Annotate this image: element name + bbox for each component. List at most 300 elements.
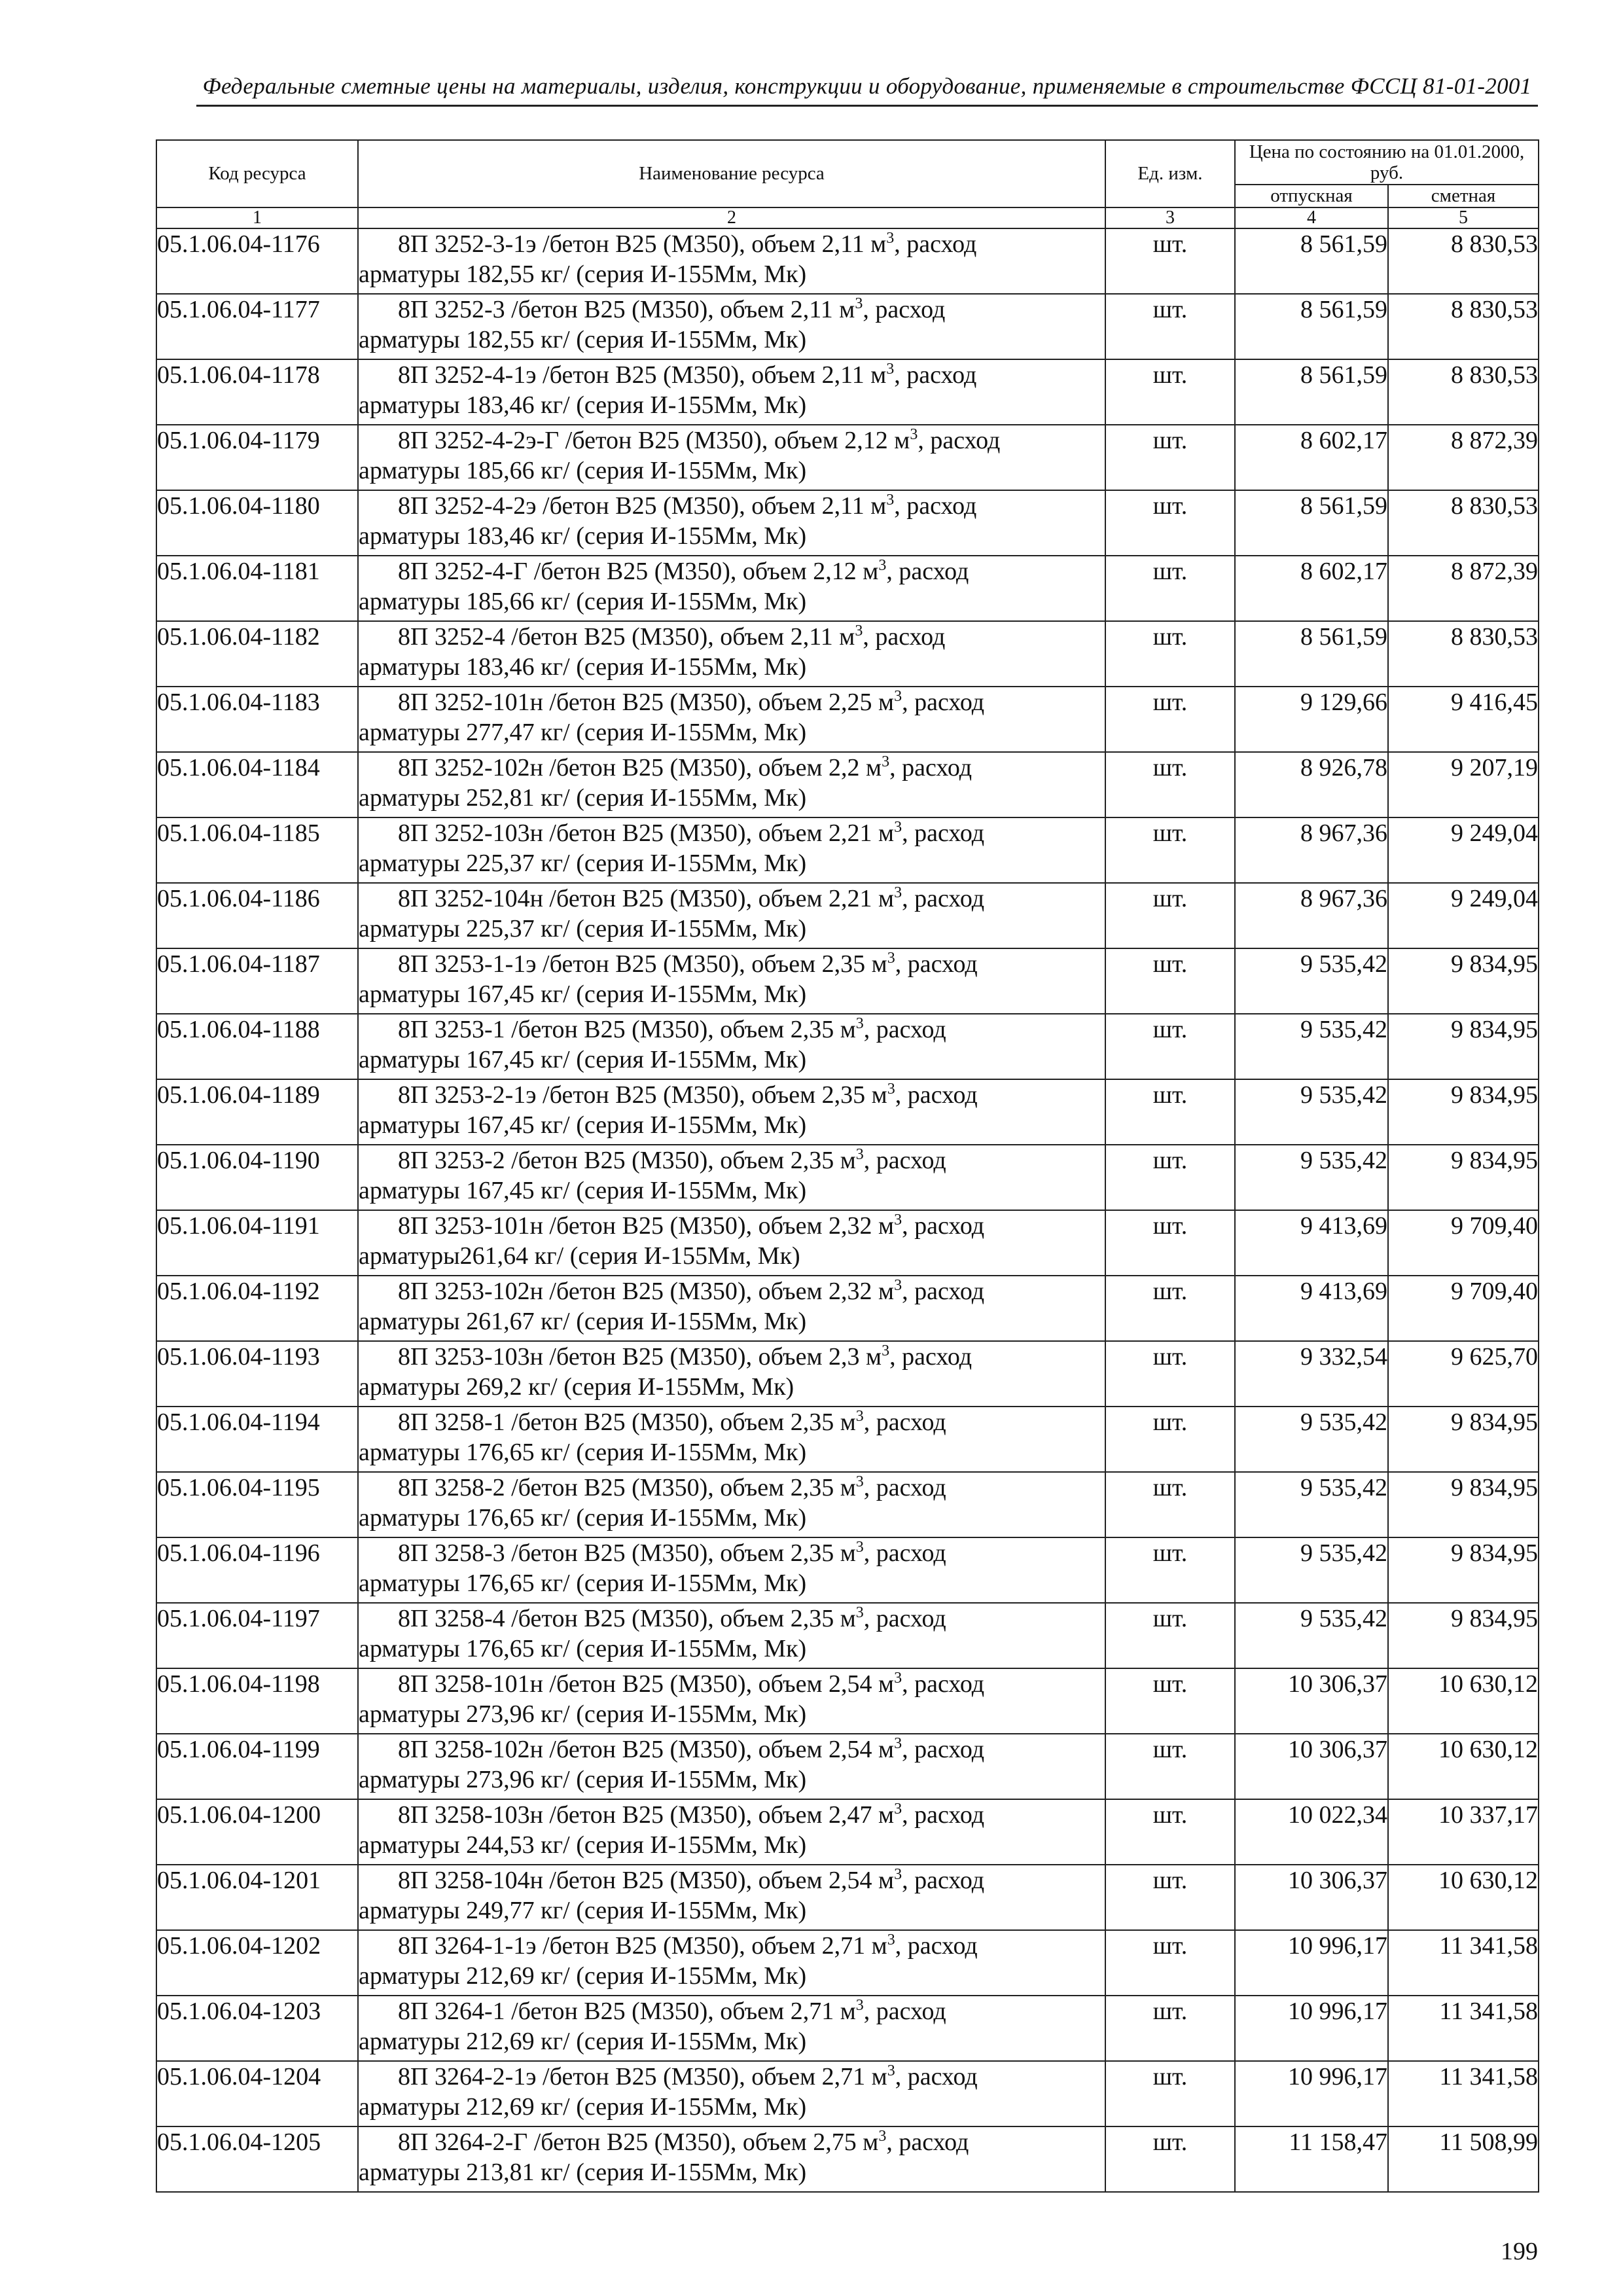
- resource-name-line1-end: , расход: [902, 1278, 985, 1305]
- unit-superscript: 3: [910, 426, 918, 443]
- unit-of-measure: шт.: [1105, 1930, 1235, 1996]
- column-number: 4: [1235, 207, 1388, 228]
- resource-name-line1: 8П 3252-4 /бетон В25 (М350), объем 2,11 м: [398, 623, 855, 651]
- unit-of-measure: шт.: [1105, 228, 1235, 294]
- unit-of-measure: шт.: [1105, 817, 1235, 883]
- unit-of-measure: шт.: [1105, 294, 1235, 359]
- resource-name-line1: 8П 3264-2-Г /бетон В25 (М350), объем 2,75 м: [398, 2128, 879, 2156]
- resource-code: 05.1.06.04-1177: [156, 294, 358, 359]
- resource-name-line2: арматуры 183,46 кг/ (серия И-155Мм, Мк): [359, 391, 807, 419]
- unit-superscript: 3: [855, 295, 863, 312]
- resource-code: 05.1.06.04-1200: [156, 1799, 358, 1865]
- resource-name: [358, 228, 1105, 294]
- resource-code: 05.1.06.04-1182: [156, 621, 358, 687]
- release-price: 8 561,59: [1235, 294, 1388, 359]
- resource-code: 05.1.06.04-1195: [156, 1472, 358, 1537]
- unit-of-measure: шт.: [1105, 1276, 1235, 1341]
- table-row: [156, 948, 1539, 1014]
- resource-name-line1-end: , расход: [895, 950, 978, 978]
- resource-code: 05.1.06.04-1178: [156, 359, 358, 425]
- release-price: 9 413,69: [1235, 1210, 1388, 1276]
- resource-name: [358, 687, 1105, 752]
- release-price: 8 926,78: [1235, 752, 1388, 817]
- resource-name-line2: арматуры 183,46 кг/ (серия И-155Мм, Мк): [359, 522, 807, 550]
- resource-name-line2: арматуры 176,65 кг/ (серия И-155Мм, Мк): [359, 1439, 807, 1466]
- resource-name-line1: 8П 3258-102н /бетон В25 (М350), объем 2,54 м: [398, 1736, 895, 1763]
- resource-name: [358, 948, 1105, 1014]
- table-row: [156, 1996, 1539, 2061]
- unit-of-measure: шт.: [1105, 1407, 1235, 1472]
- estimate-price: 8 830,53: [1388, 490, 1539, 556]
- release-price: 10 996,17: [1235, 1996, 1388, 2061]
- estimate-price: 9 834,95: [1388, 1537, 1539, 1603]
- resource-name-line1: 8П 3252-102н /бетон В25 (М350), объем 2,2 м: [398, 754, 882, 781]
- resource-code: 05.1.06.04-1203: [156, 1996, 358, 2061]
- unit-superscript: 3: [894, 1866, 902, 1883]
- header-rule: [196, 105, 1538, 107]
- unit-superscript: 3: [894, 1670, 902, 1687]
- resource-name-line2: арматуры 269,2 кг/ (серия И-155Мм, Мк): [359, 1373, 794, 1401]
- resource-name: [358, 556, 1105, 621]
- unit-superscript: 3: [887, 1081, 895, 1098]
- table-row: [156, 621, 1539, 687]
- table-row: [156, 1865, 1539, 1930]
- release-price: 10 996,17: [1235, 2061, 1388, 2126]
- resource-name-line1: 8П 3258-3 /бетон В25 (М350), объем 2,35 м: [398, 1539, 856, 1567]
- resource-name-line1: 8П 3252-4-2э-Г /бетон В25 (М350), объем 2,12 м: [398, 427, 910, 454]
- estimate-price: 11 341,58: [1388, 1996, 1539, 2061]
- unit-superscript: 3: [887, 1931, 895, 1948]
- release-price: 9 535,42: [1235, 1145, 1388, 1210]
- resource-code: 05.1.06.04-1193: [156, 1341, 358, 1407]
- table-row: [156, 817, 1539, 883]
- column-number: 5: [1388, 207, 1539, 228]
- resource-name-line1: 8П 3258-1 /бетон В25 (М350), объем 2,35 м: [398, 1408, 856, 1436]
- release-price: 10 022,34: [1235, 1799, 1388, 1865]
- unit-superscript: 3: [894, 884, 902, 901]
- resource-name: [358, 1210, 1105, 1276]
- resource-name-line1-end: , расход: [895, 2063, 978, 2090]
- resource-name: [358, 1341, 1105, 1407]
- release-price: 9 535,42: [1235, 948, 1388, 1014]
- resource-name-line1-end: , расход: [895, 1081, 978, 1109]
- resource-name-line2: арматуры 273,96 кг/ (серия И-155Мм, Мк): [359, 1766, 807, 1793]
- estimate-price: 9 249,04: [1388, 883, 1539, 948]
- table-row: [156, 490, 1539, 556]
- unit-of-measure: шт.: [1105, 1210, 1235, 1276]
- resource-name-line1: 8П 3258-101н /бетон В25 (М350), объем 2,54 м: [398, 1670, 895, 1698]
- resource-name: [358, 1930, 1105, 1996]
- unit-of-measure: шт.: [1105, 2126, 1235, 2192]
- estimate-price: 11 341,58: [1388, 1930, 1539, 1996]
- table-row: [156, 228, 1539, 294]
- estimate-price: 9 834,95: [1388, 1145, 1539, 1210]
- release-price: 9 535,42: [1235, 1603, 1388, 1668]
- resource-name-line1: 8П 3258-104н /бетон В25 (М350), объем 2,54 м: [398, 1867, 895, 1894]
- resource-code: 05.1.06.04-1189: [156, 1079, 358, 1145]
- unit-superscript: 3: [882, 753, 890, 770]
- release-price: 9 535,42: [1235, 1537, 1388, 1603]
- table-row: [156, 883, 1539, 948]
- resource-name: [358, 883, 1105, 948]
- estimate-price: 8 830,53: [1388, 359, 1539, 425]
- resource-code: 05.1.06.04-1196: [156, 1537, 358, 1603]
- resource-name: [358, 2126, 1105, 2192]
- resource-name-line1-end: , расход: [902, 689, 985, 716]
- unit-of-measure: шт.: [1105, 1472, 1235, 1537]
- resource-name-line1-end: , расход: [902, 819, 985, 847]
- table-row: [156, 1341, 1539, 1407]
- resource-name-line1: 8П 3253-2 /бетон В25 (М350), объем 2,35 м: [398, 1147, 856, 1174]
- resource-code: 05.1.06.04-1202: [156, 1930, 358, 1996]
- release-price: 10 306,37: [1235, 1668, 1388, 1734]
- resource-name-line2: арматуры 212,69 кг/ (серия И-155Мм, Мк): [359, 2093, 807, 2121]
- table-row: [156, 1603, 1539, 1668]
- release-price: 8 561,59: [1235, 228, 1388, 294]
- estimate-price: 9 416,45: [1388, 687, 1539, 752]
- estimate-price: 9 709,40: [1388, 1210, 1539, 1276]
- table-row: [156, 556, 1539, 621]
- estimate-price: 9 834,95: [1388, 1079, 1539, 1145]
- estimate-price: 9 207,19: [1388, 752, 1539, 817]
- header-estimate-price: сметная: [1388, 185, 1539, 207]
- unit-superscript: 3: [894, 1801, 902, 1818]
- release-price: 11 158,47: [1235, 2126, 1388, 2192]
- resource-code: 05.1.06.04-1191: [156, 1210, 358, 1276]
- unit-superscript: 3: [855, 1604, 864, 1621]
- resource-code: 05.1.06.04-1201: [156, 1865, 358, 1930]
- unit-of-measure: шт.: [1105, 425, 1235, 490]
- estimate-price: 10 630,12: [1388, 1865, 1539, 1930]
- resource-name-line2: арматуры 212,69 кг/ (серия И-155Мм, Мк): [359, 1962, 807, 1990]
- release-price: 8 561,59: [1235, 490, 1388, 556]
- resource-name-line2: арматуры 212,69 кг/ (серия И-155Мм, Мк): [359, 2028, 807, 2055]
- release-price: 9 535,42: [1235, 1472, 1388, 1537]
- resource-name-line1: 8П 3258-2 /бетон В25 (М350), объем 2,35 м: [398, 1474, 856, 1501]
- unit-superscript: 3: [894, 1277, 902, 1294]
- resource-name: [358, 1079, 1105, 1145]
- unit-superscript: 3: [886, 361, 895, 378]
- resource-name-line1: 8П 3253-2-1э /бетон В25 (М350), объем 2,35 м: [398, 1081, 887, 1109]
- table-row: [156, 1407, 1539, 1472]
- table-row: [156, 752, 1539, 817]
- resource-name-line1-end: , расход: [902, 885, 985, 912]
- resource-name: [358, 1014, 1105, 1079]
- estimate-price: 8 872,39: [1388, 425, 1539, 490]
- column-number: 2: [358, 207, 1105, 228]
- resource-name-line1: 8П 3253-1 /бетон В25 (М350), объем 2,35 м: [398, 1016, 856, 1043]
- resource-name-line1-end: , расход: [894, 361, 977, 389]
- resource-name-line1-end: , расход: [902, 1867, 985, 1894]
- resource-name: [358, 294, 1105, 359]
- resource-name-line2: арматуры 185,66 кг/ (серия И-155Мм, Мк): [359, 588, 807, 615]
- resource-code: 05.1.06.04-1179: [156, 425, 358, 490]
- unit-of-measure: шт.: [1105, 1668, 1235, 1734]
- resource-name: [358, 359, 1105, 425]
- table-row: [156, 1668, 1539, 1734]
- resource-name-line2: арматуры 182,55 кг/ (серия И-155Мм, Мк): [359, 260, 807, 288]
- resource-code: 05.1.06.04-1188: [156, 1014, 358, 1079]
- column-number: 3: [1105, 207, 1235, 228]
- estimate-price: 10 630,12: [1388, 1668, 1539, 1734]
- resource-name-line2: арматуры 176,65 кг/ (серия И-155Мм, Мк): [359, 1504, 807, 1532]
- resource-name-line1-end: , расход: [895, 1932, 978, 1960]
- release-price: 9 332,54: [1235, 1341, 1388, 1407]
- release-price: 9 413,69: [1235, 1276, 1388, 1341]
- resource-name-line2: арматуры261,64 кг/ (серия И-155Мм, Мк): [359, 1242, 800, 1270]
- table-row: [156, 1276, 1539, 1341]
- resource-name-line2: арматуры 167,45 кг/ (серия И-155Мм, Мк): [359, 980, 807, 1008]
- resource-name-line1: 8П 3253-1-1э /бетон В25 (М350), объем 2,35 м: [398, 950, 887, 978]
- table-row: [156, 1537, 1539, 1603]
- resource-name-line1: 8П 3252-101н /бетон В25 (М350), объем 2,25 м: [398, 689, 895, 716]
- resource-name-line1: 8П 3253-102н /бетон В25 (М350), объем 2,32 м: [398, 1278, 895, 1305]
- unit-of-measure: шт.: [1105, 490, 1235, 556]
- resource-code: 05.1.06.04-1186: [156, 883, 358, 948]
- unit-superscript: 3: [887, 2062, 895, 2079]
- resource-code: 05.1.06.04-1197: [156, 1603, 358, 1668]
- release-price: 9 535,42: [1235, 1079, 1388, 1145]
- unit-superscript: 3: [855, 622, 863, 639]
- resource-name-line1-end: , расход: [918, 427, 1001, 454]
- header-code: Код ресурса: [156, 140, 358, 207]
- unit-superscript: 3: [855, 1015, 864, 1032]
- resource-code: 05.1.06.04-1184: [156, 752, 358, 817]
- header-name: Наименование ресурса: [358, 140, 1105, 207]
- resource-name: [358, 1799, 1105, 1865]
- table-row: [156, 1799, 1539, 1865]
- release-price: 8 561,59: [1235, 359, 1388, 425]
- release-price: 8 967,36: [1235, 883, 1388, 948]
- resource-name-line1-end: , расход: [894, 230, 977, 258]
- resource-name: [358, 621, 1105, 687]
- header-price: Цена по состоянию на 01.01.2000, руб.: [1235, 140, 1539, 185]
- release-price: 9 129,66: [1235, 687, 1388, 752]
- resource-name-line1-end: , расход: [863, 1998, 946, 2025]
- estimate-price: 10 337,17: [1388, 1799, 1539, 1865]
- estimate-price: 9 834,95: [1388, 1603, 1539, 1668]
- release-price: 10 996,17: [1235, 1930, 1388, 1996]
- resource-name: [358, 2061, 1105, 2126]
- resource-name: [358, 1145, 1105, 1210]
- estimate-price: 8 872,39: [1388, 556, 1539, 621]
- unit-of-measure: шт.: [1105, 1799, 1235, 1865]
- table-row: [156, 1210, 1539, 1276]
- resource-name-line1-end: , расход: [863, 1147, 946, 1174]
- resource-name-line2: арматуры 167,45 кг/ (серия И-155Мм, Мк): [359, 1177, 807, 1204]
- resource-name-line1-end: , расход: [894, 492, 977, 520]
- resource-name: [358, 817, 1105, 883]
- resource-name-line1: 8П 3252-3-1э /бетон В25 (М350), объем 2,11 м: [398, 230, 887, 258]
- resource-name: [358, 1537, 1105, 1603]
- unit-of-measure: шт.: [1105, 1734, 1235, 1799]
- resource-name: [358, 1865, 1105, 1930]
- resource-name-line1-end: , расход: [863, 1408, 946, 1436]
- resource-name-line1: 8П 3252-104н /бетон В25 (М350), объем 2,21 м: [398, 885, 895, 912]
- table-row: [156, 359, 1539, 425]
- unit-superscript: 3: [855, 1146, 864, 1163]
- resource-name: [358, 1996, 1105, 2061]
- resource-code: 05.1.06.04-1181: [156, 556, 358, 621]
- resource-name-line1: 8П 3252-4-2э /бетон В25 (М350), объем 2,11 м: [398, 492, 887, 520]
- table-row: [156, 1734, 1539, 1799]
- resource-name-line2: арматуры 176,65 кг/ (серия И-155Мм, Мк): [359, 1635, 807, 1662]
- release-price: 8 602,17: [1235, 556, 1388, 621]
- resource-name-line1-end: , расход: [902, 1736, 985, 1763]
- resource-name-line1-end: , расход: [863, 296, 946, 323]
- estimate-price: 9 625,70: [1388, 1341, 1539, 1407]
- estimate-price: 9 834,95: [1388, 948, 1539, 1014]
- resource-code: 05.1.06.04-1183: [156, 687, 358, 752]
- unit-superscript: 3: [894, 819, 902, 836]
- resource-name-line2: арматуры 183,46 кг/ (серия И-155Мм, Мк): [359, 653, 807, 681]
- unit-of-measure: шт.: [1105, 1537, 1235, 1603]
- resource-name-line1-end: , расход: [886, 558, 969, 585]
- unit-of-measure: шт.: [1105, 752, 1235, 817]
- resource-name: [358, 1603, 1105, 1668]
- resource-name: [358, 1734, 1105, 1799]
- resource-name-line1: 8П 3252-4-1э /бетон В25 (М350), объем 2,11 м: [398, 361, 887, 389]
- page-number: 199: [1501, 2238, 1538, 2265]
- unit-superscript: 3: [894, 1735, 902, 1752]
- release-price: 8 602,17: [1235, 425, 1388, 490]
- resource-name-line1: 8П 3264-2-1э /бетон В25 (М350), объем 2,71 м: [398, 2063, 887, 2090]
- release-price: 9 535,42: [1235, 1407, 1388, 1472]
- unit-superscript: 3: [855, 1997, 864, 2014]
- resource-name-line2: арматуры 176,65 кг/ (серия И-155Мм, Мк): [359, 1570, 807, 1597]
- resource-code: 05.1.06.04-1180: [156, 490, 358, 556]
- resource-code: 05.1.06.04-1190: [156, 1145, 358, 1210]
- resource-code: 05.1.06.04-1204: [156, 2061, 358, 2126]
- header-unit: Ед. изм.: [1105, 140, 1235, 207]
- estimate-price: 11 341,58: [1388, 2061, 1539, 2126]
- resource-name-line2: арматуры 182,55 кг/ (серия И-155Мм, Мк): [359, 326, 807, 353]
- resource-name-line1: 8П 3264-1 /бетон В25 (М350), объем 2,71 м: [398, 1998, 856, 2025]
- estimate-price: 9 834,95: [1388, 1407, 1539, 1472]
- resource-name: [358, 1407, 1105, 1472]
- column-number: 1: [156, 207, 358, 228]
- unit-of-measure: шт.: [1105, 1996, 1235, 2061]
- resource-code: 05.1.06.04-1187: [156, 948, 358, 1014]
- resource-code: 05.1.06.04-1185: [156, 817, 358, 883]
- unit-of-measure: шт.: [1105, 1603, 1235, 1668]
- unit-superscript: 3: [878, 2128, 887, 2145]
- resource-name-line2: арматуры 277,47 кг/ (серия И-155Мм, Мк): [359, 719, 807, 746]
- resource-name: [358, 490, 1105, 556]
- resource-name: [358, 752, 1105, 817]
- resource-price-table: [156, 139, 1539, 2193]
- resource-code: 05.1.06.04-1194: [156, 1407, 358, 1472]
- unit-of-measure: шт.: [1105, 883, 1235, 948]
- estimate-price: 11 508,99: [1388, 2126, 1539, 2192]
- unit-superscript: 3: [855, 1539, 864, 1556]
- table-row: [156, 425, 1539, 490]
- release-price: 8 967,36: [1235, 817, 1388, 883]
- unit-superscript: 3: [894, 688, 902, 705]
- estimate-price: 10 630,12: [1388, 1734, 1539, 1799]
- resource-code: 05.1.06.04-1176: [156, 228, 358, 294]
- resource-name-line1-end: , расход: [902, 1212, 985, 1240]
- table-row: [156, 1145, 1539, 1210]
- resource-name-line2: арматуры 225,37 кг/ (серия И-155Мм, Мк): [359, 850, 807, 877]
- table-row: [156, 1079, 1539, 1145]
- resource-name-line1: 8П 3258-4 /бетон В25 (М350), объем 2,35 м: [398, 1605, 856, 1632]
- unit-superscript: 3: [855, 1408, 864, 1425]
- unit-of-measure: шт.: [1105, 621, 1235, 687]
- table-row: [156, 2061, 1539, 2126]
- estimate-price: 9 834,95: [1388, 1472, 1539, 1537]
- resource-name-line1-end: , расход: [863, 1016, 946, 1043]
- unit-of-measure: шт.: [1105, 948, 1235, 1014]
- resource-name-line1: 8П 3252-103н /бетон В25 (М350), объем 2,21 м: [398, 819, 895, 847]
- estimate-price: 9 709,40: [1388, 1276, 1539, 1341]
- resource-code: 05.1.06.04-1199: [156, 1734, 358, 1799]
- resource-name: [358, 1668, 1105, 1734]
- resource-name-line1: 8П 3252-4-Г /бетон В25 (М350), объем 2,12 м: [398, 558, 879, 585]
- resource-name-line2: арматуры 185,66 кг/ (серия И-155Мм, Мк): [359, 457, 807, 484]
- estimate-price: 8 830,53: [1388, 621, 1539, 687]
- resource-code: 05.1.06.04-1198: [156, 1668, 358, 1734]
- unit-superscript: 3: [886, 492, 895, 509]
- resource-name-line2: арматуры 167,45 кг/ (серия И-155Мм, Мк): [359, 1046, 807, 1073]
- header-release-price: отпускная: [1235, 185, 1388, 207]
- release-price: 8 561,59: [1235, 621, 1388, 687]
- release-price: 10 306,37: [1235, 1865, 1388, 1930]
- resource-name-line1: 8П 3258-103н /бетон В25 (М350), объем 2,47 м: [398, 1801, 895, 1829]
- estimate-price: 9 834,95: [1388, 1014, 1539, 1079]
- unit-of-measure: шт.: [1105, 1145, 1235, 1210]
- table-row: [156, 1472, 1539, 1537]
- unit-of-measure: шт.: [1105, 1014, 1235, 1079]
- resource-name-line1-end: , расход: [886, 2128, 969, 2156]
- estimate-price: 8 830,53: [1388, 228, 1539, 294]
- unit-of-measure: шт.: [1105, 556, 1235, 621]
- resource-name: [358, 425, 1105, 490]
- unit-of-measure: шт.: [1105, 1079, 1235, 1145]
- table-body: [156, 228, 1539, 2192]
- resource-code: 05.1.06.04-1205: [156, 2126, 358, 2192]
- table-row: [156, 2126, 1539, 2192]
- release-price: 9 535,42: [1235, 1014, 1388, 1079]
- unit-of-measure: шт.: [1105, 1865, 1235, 1930]
- running-header: Федеральные сметные цены на материалы, изделия, конструкции и оборудование, применяемые в строительстве ФССЦ 81-01-2001: [202, 73, 1532, 99]
- resource-name-line1-end: , расход: [863, 623, 946, 651]
- resource-name-line1-end: , расход: [902, 1801, 985, 1829]
- resource-name-line1-end: , расход: [863, 1474, 946, 1501]
- resource-name-line2: арматуры 261,67 кг/ (серия И-155Мм, Мк): [359, 1308, 807, 1335]
- table-row: [156, 1930, 1539, 1996]
- resource-name-line2: арматуры 244,53 кг/ (серия И-155Мм, Мк): [359, 1831, 807, 1859]
- resource-name-line2: арматуры 225,37 кг/ (серия И-155Мм, Мк): [359, 915, 807, 942]
- estimate-price: 8 830,53: [1388, 294, 1539, 359]
- unit-superscript: 3: [878, 557, 887, 574]
- table-row: [156, 294, 1539, 359]
- unit-superscript: 3: [886, 230, 895, 247]
- unit-of-measure: шт.: [1105, 1341, 1235, 1407]
- resource-name-line2: арматуры 249,77 кг/ (серия И-155Мм, Мк): [359, 1897, 807, 1924]
- resource-name-line1-end: , расход: [902, 1670, 985, 1698]
- resource-name-line1: 8П 3264-1-1э /бетон В25 (М350), объем 2,71 м: [398, 1932, 887, 1960]
- unit-of-measure: шт.: [1105, 2061, 1235, 2126]
- unit-superscript: 3: [855, 1473, 864, 1490]
- resource-name: [358, 1472, 1105, 1537]
- unit-of-measure: шт.: [1105, 359, 1235, 425]
- resource-name-line2: арматуры 167,45 кг/ (серия И-155Мм, Мк): [359, 1111, 807, 1139]
- resource-name-line1-end: , расход: [889, 754, 972, 781]
- estimate-price: 9 249,04: [1388, 817, 1539, 883]
- unit-superscript: 3: [894, 1211, 902, 1229]
- table-row: [156, 1014, 1539, 1079]
